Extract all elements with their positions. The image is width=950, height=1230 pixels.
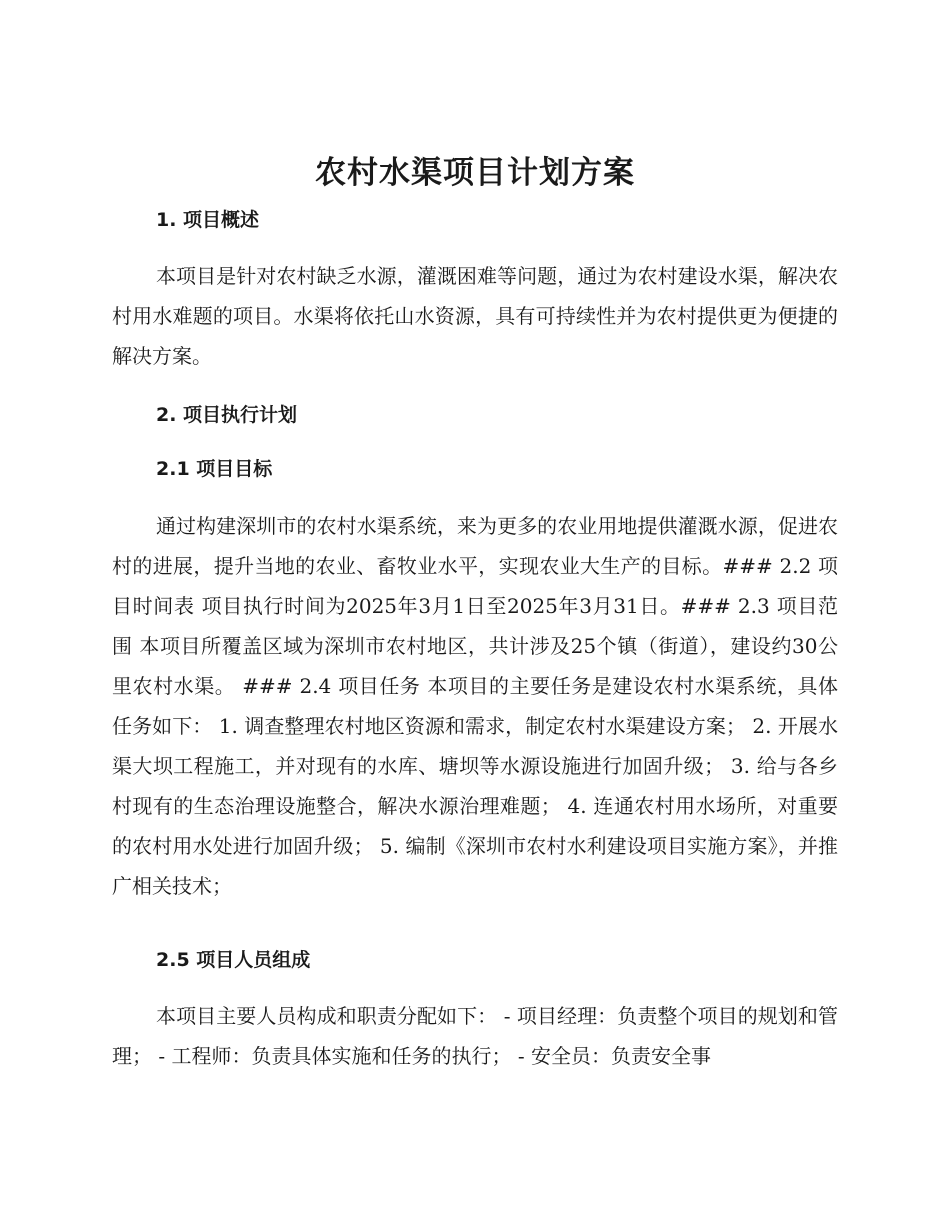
section-heading-overview: 1. 项目概述	[156, 209, 260, 231]
section-heading-execution-plan: 2. 项目执行计划	[156, 404, 298, 426]
section-heading-personnel: 2.5 项目人员组成	[156, 949, 311, 971]
section-heading-project-goal: 2.1 项目目标	[156, 458, 273, 480]
document-title: 农村水渠项目计划方案	[315, 155, 635, 191]
paragraph-overview: 本项目是针对农村缺乏水源，灌溉困难等问题，通过为农村建设水渠，解决农村用水难题的项目。水渠将依托山水资源，具有可持续性并为农村提供更为便捷的解决方案。	[112, 264, 838, 368]
paragraph-personnel: 本项目主要人员构成和职责分配如下： - 项目经理：负责整个项目的规划和管理； - 工程师：负责具体实施和任务的执行； - 安全员：负责安全事	[112, 1004, 838, 1068]
paragraph-project-goal: 通过构建深圳市的农村水渠系统，来为更多的农业用地提供灌溉水源，促进农村的进展，提升当地的农业、畜牧业水平，实现农业大生产的目标。### 2.2 项目时间表 项目执行时间为2025年3月1日至2025年3月31日。### 2.3 项目范围 本项目所覆盖区域为深圳市农村地区，共计涉及25个镇（街道），建设约30公里农村水渠。 ### 2.4 项目任务 本项目的主要任务是建设农村水渠系统，具体任务如下： 1. 调查整理农村地区资源和需求，制定农村水渠建设方案； 2. 开展水渠大坝工程施工，并对现有的水库、塘坝等水源设施进行加固升级； 3. 给与各乡村现有的生态治理设施整合，解决水源治理难题； 4. 连通农村用水场所，对重要的农村用水处进行加固升级； 5. 编制《深圳市农村水利建设项目实施方案》，并推广相关技术；	[112, 514, 838, 898]
